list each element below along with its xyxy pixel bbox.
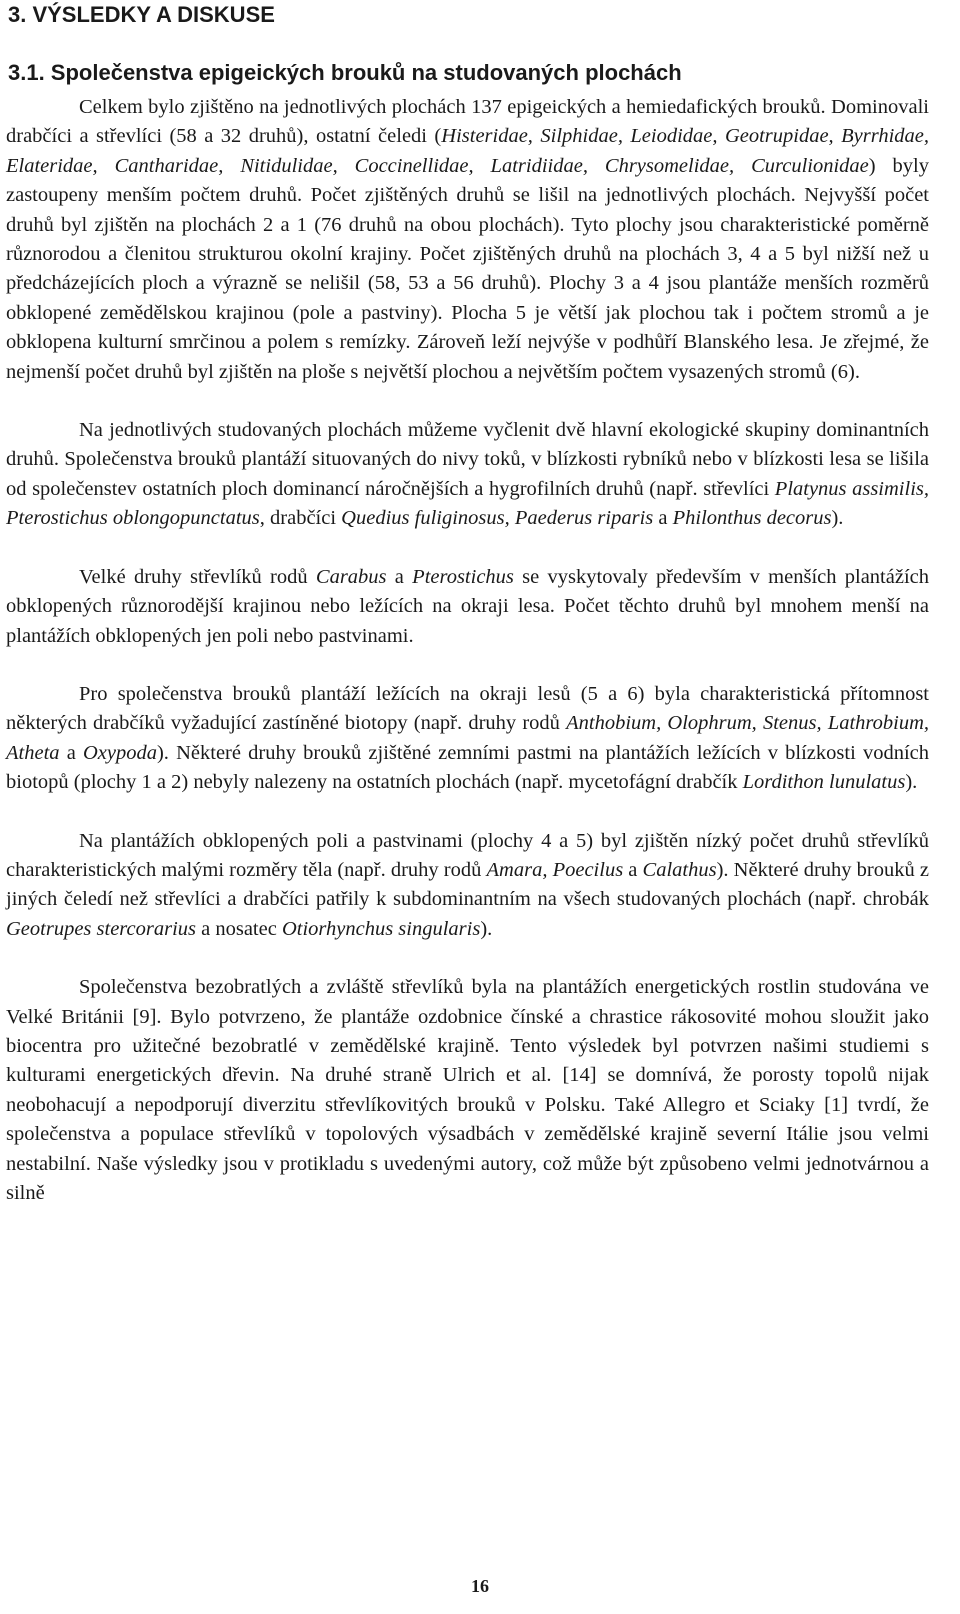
italic-taxon-text: Geotrupes stercorarius [6,917,196,940]
text-run: Celkem bylo zjištěno na jednotlivých plochách 137 epigeických a hemiedafických brouků. Dominovali drabčíci a střevlíci (58 a 32 druhů), ostatní čeledi ( [6,96,929,148]
text-run: a [59,741,83,764]
text-run: Společenstva bezobratlých a zvláště střevlíků byla na plantážích energetických rostlin studována ve Velké Británii [9]. Bylo potvrzeno, že plantáže ozdobnice čínské a chrastice rákosovité mohou sloužit jako biocentra pro užitečné bezobratlé v zemědělské krajině. Tento výsledek byl potvrzen našimi studiemi s kulturami energetických dřevin. Na druhé straně Ulrich et al. [14] se domnívá, že porosty topolů nijak neobohacují a nepodporují diverzitu střevlíkovitých brouků v Polsku. Také Allegro et Sciaky [1] tvrdí, že společenstva a populace střevlíků v topolových výsadbách v zemědělské krajině severní Itálie jsou velmi nestabilní. Naše výsledky jsou v protikladu s uvedenými autory, což může být způsobeno velmi jednotvárnou a silně [6,976,929,1204]
italic-taxon-text: Histeridae, Silphidae, Leiodidae, Geotrupidae, Byrrhidae, Elateridae, Cantharidae, Nitidulidae, Coccinellidae, Latridiidae, Chrysomelidae, Curculionidae [6,125,930,177]
italic-taxon-text: Anthobium, Olophrum, Stenus, Lathrobium, Atheta [6,712,930,764]
text-run: se vyskytovaly především v menších plantážích obklopených různorodější krajinou nebo ležících na okraji lesa. Počet těchto druhů byl mnohem menší na plantážích obklopených jen poli nebo pastvinami. [6,565,929,647]
paragraph [6,680,929,798]
text-run: ). [480,917,493,940]
italic-taxon-text: Platynus assimilis, Pterostichus oblongopunctatus [6,477,929,530]
body-text [6,93,929,1208]
italic-taxon-text: Amara, Poecilus [486,858,624,881]
text-run: Na plantážích obklopených poli a pastvinami (plochy 4 a 5) byl zjištěn nízký počet druhů střevlíků charakteristických malými rozměry těla (např. druhy rodů [6,829,929,881]
text-run: ) byly zastoupeny menším počtem druhů. Počet zjištěných druhů se lišil na jednotlivých plochách. Nejvyšší počet druhů byl zjištěn na plochách 2 a 1 (76 druhů na obou plochách). Tyto plochy jsou charakteristické poměrně různorodou a členitou strukturou okolní krajiny. Počet zjištěných druhů na plochách 3, 4 a 5 byl nižší než u předcházejících ploch a výrazně se nelišil (58, 53 a 56 druhů). Plochy 3 a 4 jsou plantáže menších rozměrů obklopené zemědělskou krajinou (pole a pastviny). Plocha 5 je větší jak plochou tak i počtem stromů a je obklopena kulturní smrčinou a polem s remízky. Zároveň leží nejvýše v podhůří Blanského lesa. Je zřejmé, že nejmenší počet druhů byl zjištěn na ploše s největší plochou a největším počtem vysazených stromů (6). [6,154,929,383]
text-run: , drabčíci [259,507,342,530]
paragraph [6,973,929,1208]
paragraph [6,563,929,651]
italic-taxon-text: Lordithon lunulatus [742,771,906,794]
text-run: ). [831,507,844,530]
italic-taxon-text: Pterostichus [412,565,514,588]
text-run: Pro společenstva brouků plantáží ležících na okraji lesů (5 a 6) byla charakteristická přítomnost některých drabčíků vyžadující zastíněné biotopy (např. druhy rodů [6,682,929,735]
subsection-heading: 3.1. Společenstva epigeických brouků na studovaných plochách [8,60,682,85]
page-number: 16 [471,1576,489,1596]
text-run: a nosatec [196,917,282,940]
italic-taxon-text: Carabus [315,565,387,588]
text-run: a [623,858,643,881]
italic-taxon-text: Quedius fuliginosus, Paederus riparis [341,507,654,530]
paragraph [6,93,929,387]
text-run: ). Některé druhy brouků z jiných čeledí než střevlíci a drabčíci patřily k subdominantním na všech studovaných plochách (např. chrobák [6,858,929,911]
section-heading: 3. VÝSLEDKY A DISKUSE [8,2,275,27]
italic-taxon-text: Philonthus decorus [672,507,832,530]
italic-taxon-text: Calathus [642,858,717,881]
text-run: Velké druhy střevlíků rodů [79,565,316,588]
text-run: ). Některé druhy brouků zjištěné zemními pastmi na plantážích ležících v blízkosti vodních biotopů (plochy 1 a 2) nebyly nalezeny na ostatních plochách (např. mycetofágní drabčík [6,741,929,794]
italic-taxon-text: Oxypoda [82,741,157,764]
paragraph [6,416,929,534]
text-run: a [653,507,673,530]
text-run: Na jednotlivých studovaných plochách můžeme vyčlenit dvě hlavní ekologické skupiny dominantních druhů. Společenstva brouků plantáží situovaných do nivy toků, v blízkosti rybníků nebo v blízkosti lesa se lišila od společenstev ostatních ploch dominancí náročnějších a hygrofilních druhů (např. střevlíci [6,419,929,500]
text-run: ). [905,771,918,794]
italic-taxon-text: Otiorhynchus singularis [281,917,481,940]
text-run: a [386,565,413,588]
paragraph [6,827,929,945]
